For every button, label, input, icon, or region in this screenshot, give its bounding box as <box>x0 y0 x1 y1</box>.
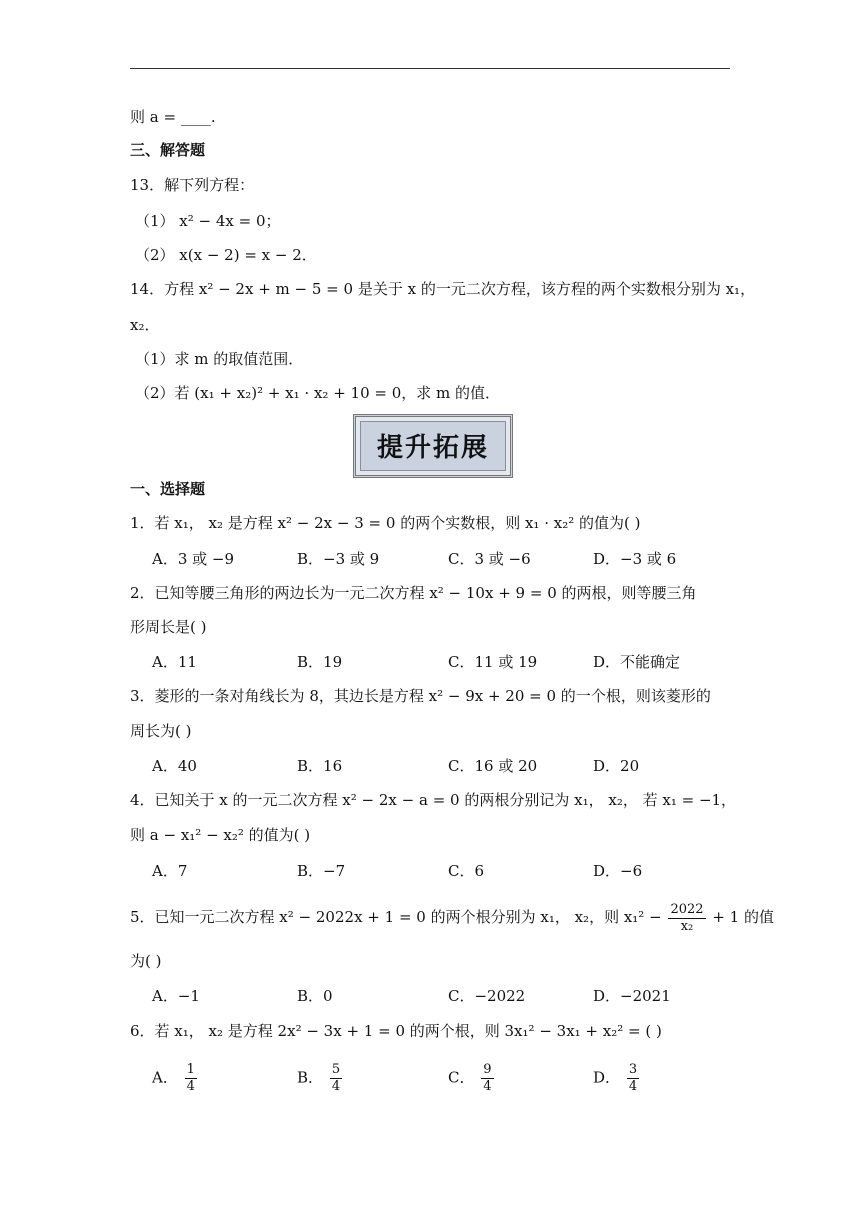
q5-stem-tail: + 1 的值 <box>712 908 774 926</box>
banner-title: 提升拓展 <box>376 433 489 463</box>
header-rule <box>130 68 730 69</box>
q6-option-c-label: C． <box>448 1068 475 1087</box>
q6-option-b-den: 4 <box>331 1079 341 1094</box>
q6-option-b-num: 5 <box>331 1062 341 1077</box>
q6-stem: 6．若 x₁， x₂ 是方程 2x² − 3x + 1 = 0 的两个根，则 3x₁² − 3x₁ + x₂² = ( ) <box>130 1022 662 1040</box>
q2-option-a: A．11 <box>152 653 197 671</box>
q14-part2: （2）若 (x₁ + x₂)² + x₁ · x₂ + 10 = 0，求 m 的值． <box>135 384 501 402</box>
q6-option-a-num: 1 <box>186 1062 195 1077</box>
section3-title: 三、解答题 <box>130 141 206 159</box>
q6-option-b-fraction <box>330 1062 342 1095</box>
answer-blank-line: 则 a = ____. <box>130 108 216 126</box>
q5-option-b: B．0 <box>297 987 333 1005</box>
q2-option-b: B．19 <box>297 653 343 671</box>
q6-option-c <box>448 1062 496 1095</box>
q13-part2: （2） x(x − 2) = x − 2． <box>135 246 317 264</box>
q6-option-d-den: 4 <box>628 1079 638 1094</box>
q2-stem: 2．已知等腰三角形的两边长为一元二次方程 x² − 10x + 9 = 0 的两根，则等腰三角 <box>130 584 697 602</box>
q1-option-b: B．−3 或 9 <box>297 550 380 568</box>
q1-option-d: D．−3 或 6 <box>593 550 677 568</box>
q5-stem-text: 5．已知一元二次方程 x² − 2022x + 1 = 0 的两个根分别为 x₁， x₂，则 x₁² − <box>130 908 662 926</box>
q6-option-b-label: B． <box>297 1068 324 1087</box>
q4-option-a: A．7 <box>152 862 188 880</box>
q6-option-a-den: 4 <box>186 1079 195 1094</box>
q3-option-b: B．16 <box>297 757 343 775</box>
q1-option-a: A．3 或 −9 <box>152 550 235 568</box>
section1-title: 一、选择题 <box>130 480 206 498</box>
q6-option-d-num: 3 <box>628 1062 638 1077</box>
q5-stem-line2: 为( ) <box>130 952 162 970</box>
section-banner <box>353 414 513 478</box>
q6-option-a-label: A． <box>152 1068 178 1087</box>
q5-option-d: D．−2021 <box>593 987 671 1005</box>
q5-fraction-denominator: x₂ <box>680 918 694 934</box>
q14-part1: （1）求 m 的取值范围． <box>135 350 304 368</box>
q6-option-a <box>152 1062 199 1095</box>
q2-option-d: D．不能确定 <box>593 653 681 671</box>
q2-stem-line2: 形周长是( ) <box>130 618 207 636</box>
q14-stem-line1: 14．方程 x² − 2x + m − 5 = 0 是关于 x 的一元二次方程，该方程的两个实数根分别为 x₁， <box>130 280 756 298</box>
q5-fraction <box>668 902 705 935</box>
q3-option-c: C．16 或 20 <box>448 757 538 775</box>
q3-option-a: A．40 <box>152 757 197 775</box>
q5-option-c: C．−2022 <box>448 987 526 1005</box>
q6-option-c-fraction <box>481 1062 493 1095</box>
q6-option-c-den: 4 <box>483 1079 492 1094</box>
q6-option-c-num: 9 <box>483 1062 492 1077</box>
q4-stem: 4．已知关于 x 的一元二次方程 x² − 2x − a = 0 的两根分别记为 x₁， x₂， 若 x₁ = −1， <box>130 791 737 809</box>
q1-stem: 1．若 x₁， x₂ 是方程 x² − 2x − 3 = 0 的两个实数根，则 x₁ · x₂² 的值为( ) <box>130 514 641 532</box>
q5-option-a: A．−1 <box>152 987 200 1005</box>
q6-option-d <box>593 1062 641 1095</box>
q6-option-a-fraction <box>185 1062 197 1095</box>
q5-stem <box>130 900 774 935</box>
q14-stem-line2: x₂． <box>130 316 160 334</box>
q13-stem: 13．解下列方程： <box>130 176 255 194</box>
q2-option-c: C．11 或 19 <box>448 653 538 671</box>
q13-part1: （1） x² − 4x = 0； <box>135 212 281 230</box>
q4-stem-line2: 则 a − x₁² − x₂² 的值为( ) <box>130 826 311 844</box>
q6-option-d-fraction <box>627 1062 639 1095</box>
q3-option-d: D．20 <box>593 757 640 775</box>
q3-stem-line2: 周长为( ) <box>130 722 192 740</box>
q4-option-c: C．6 <box>448 862 485 880</box>
q1-option-c: C．3 或 −6 <box>448 550 531 568</box>
q3-stem: 3．菱形的一条对角线长为 8，其边长是方程 x² − 9x + 20 = 0 的一个根，则该菱形的 <box>130 687 711 705</box>
q5-fraction-numerator: 2022 <box>670 901 704 917</box>
q4-option-b: B．−7 <box>297 862 346 880</box>
q4-option-d: D．−6 <box>593 862 643 880</box>
q6-option-b <box>297 1062 344 1095</box>
q6-option-d-label: D． <box>593 1068 621 1087</box>
